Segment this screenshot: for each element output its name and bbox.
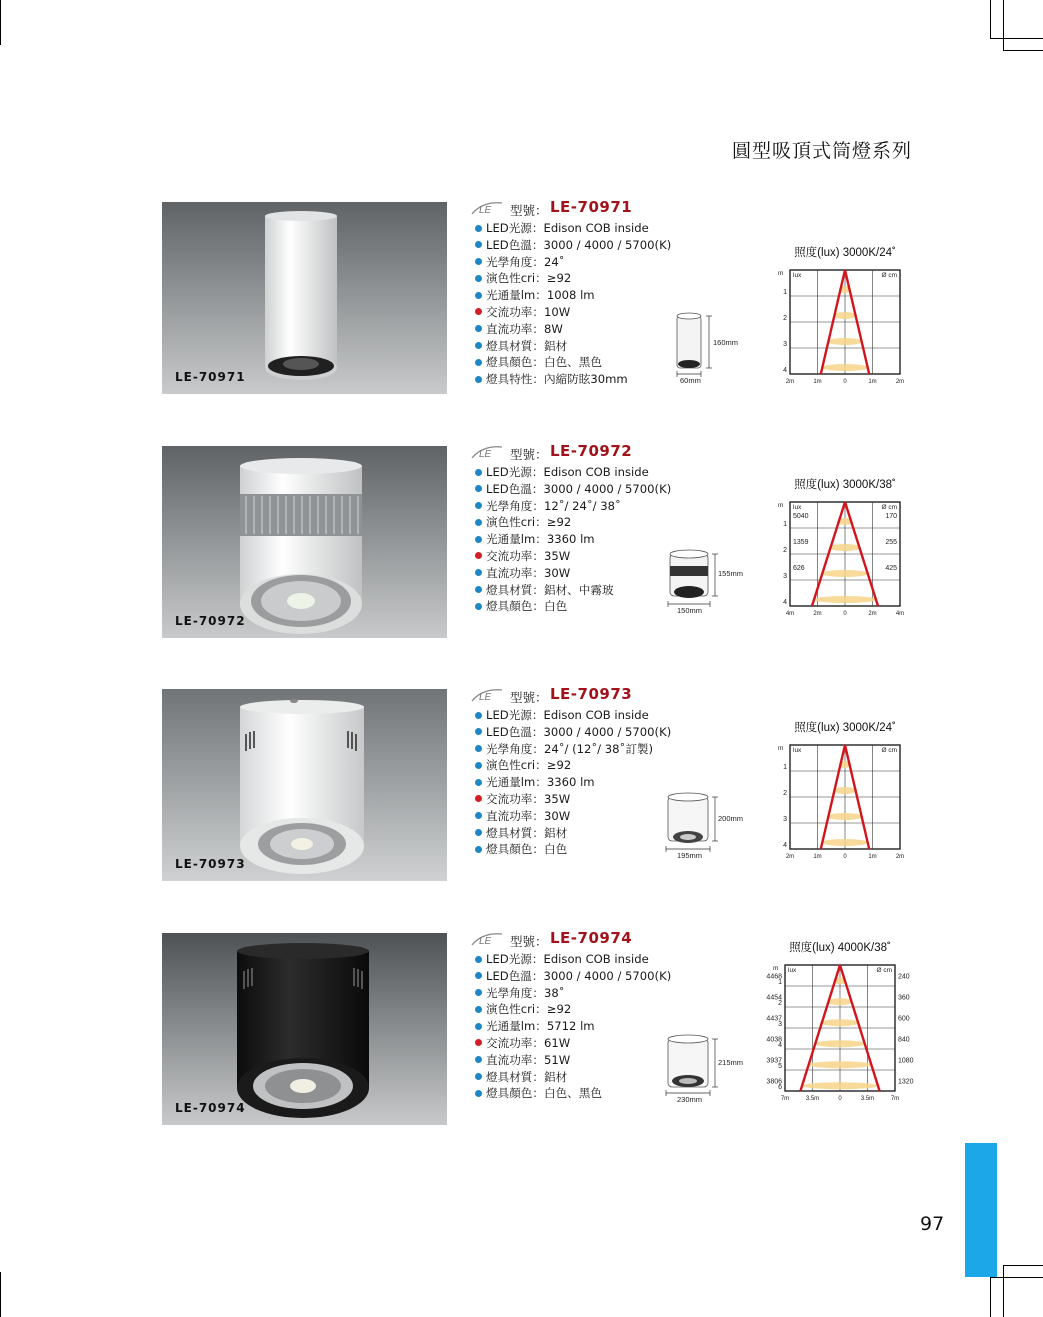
chart-x-tick: 7m	[780, 1096, 790, 1102]
chart-title: 照度(lux) 3000K/24˚	[794, 247, 896, 259]
model-heading	[468, 685, 688, 707]
chart-y-tick: 2	[783, 790, 787, 797]
chart-y-tick: 2	[783, 547, 787, 554]
svg-text:LE: LE	[479, 936, 492, 947]
chapter-tab	[965, 1143, 997, 1277]
chart-beam-band	[822, 839, 868, 846]
chart-diameter-value: 255	[885, 539, 897, 546]
le-logo-icon	[470, 200, 504, 216]
bullet-icon	[475, 586, 482, 593]
photometric-chart	[760, 472, 920, 622]
chart-unit-label: m	[778, 745, 784, 752]
model-number: LE-70974	[550, 929, 633, 947]
spec-item: LED光源：Edison COB inside	[468, 707, 688, 724]
spec-item: 光學角度：24˚	[468, 254, 688, 271]
spec-item: LED光源：Edison COB inside	[468, 951, 688, 968]
model-label: 型號：	[510, 690, 548, 705]
spec-item: LED光源：Edison COB inside	[468, 464, 688, 481]
crop-mark	[1003, 1265, 1043, 1266]
chart-y-tick: 5	[778, 1063, 782, 1070]
chart-column-header: Ø cm	[876, 967, 892, 974]
chart-beam-band	[834, 312, 857, 319]
chart-beam-band	[828, 813, 862, 820]
bullet-icon	[475, 795, 482, 802]
chart-beam-band	[834, 787, 857, 794]
bullet-icon	[475, 519, 482, 526]
spec-item: 燈具材質：鋁材	[468, 1069, 688, 1086]
bullet-icon	[475, 1056, 482, 1063]
chart-x-tick: 0	[843, 379, 847, 385]
spec-item: 光通量lm：3360 lm	[468, 531, 688, 548]
bullet-icon	[475, 258, 482, 265]
crop-mark	[990, 0, 991, 38]
product-photo-label: LE-70972	[175, 614, 246, 628]
spec-item: 直流功率：51W	[468, 1052, 688, 1069]
chart-y-tick: 1	[783, 289, 787, 296]
bullet-icon	[475, 745, 482, 752]
crop-mark	[990, 1277, 991, 1317]
le-logo-icon	[470, 687, 504, 703]
bullet-icon	[475, 812, 482, 819]
chart-lux-value: 3937	[766, 1057, 782, 1065]
product-photo	[162, 202, 447, 394]
bullet-icon	[475, 241, 482, 248]
chart-x-tick: 2m	[868, 611, 877, 617]
bullet-icon	[475, 956, 482, 963]
chart-column-header: lux	[788, 967, 797, 974]
chart-x-tick: 2m	[813, 611, 822, 617]
product-photo-label: LE-70971	[175, 370, 246, 384]
chart-beam-band	[802, 1082, 877, 1089]
bullet-icon	[475, 502, 482, 509]
chart-column-header: Ø cm	[881, 272, 897, 279]
chart-x-tick: 0	[838, 1096, 842, 1102]
photometric-chart	[755, 935, 920, 1107]
dimension-drawing	[660, 787, 755, 867]
chart-diameter-value: 425	[885, 565, 897, 572]
dimension-height: 155mm	[718, 569, 744, 578]
chart-x-tick: 0	[843, 854, 847, 860]
bullet-icon	[475, 225, 482, 232]
bullet-icon	[475, 292, 482, 299]
crop-mark	[0, 0, 1, 45]
chart-lux-value: 3806	[766, 1078, 782, 1086]
chart-beam-band	[827, 998, 852, 1005]
chart-diameter-value: 600	[898, 1015, 910, 1023]
dimension-height: 160mm	[713, 338, 739, 347]
bullet-icon	[475, 846, 482, 853]
spec-item: 光學角度：12˚/ 24˚/ 38˚	[468, 498, 688, 515]
dimension-height: 200mm	[718, 814, 744, 823]
chart-x-tick: 2m	[895, 854, 905, 860]
model-heading	[468, 929, 688, 951]
chart-y-tick: 4	[778, 1042, 782, 1049]
model-label: 型號：	[510, 934, 548, 949]
dimension-drawing	[660, 1029, 755, 1109]
chart-y-tick: 2	[783, 315, 787, 322]
svg-text:LE: LE	[479, 449, 492, 460]
bullet-icon	[475, 275, 482, 282]
chart-lux-value: 4437	[766, 1015, 782, 1023]
chart-y-tick: 1	[778, 979, 782, 986]
bullet-icon	[475, 485, 482, 492]
dimension-height: 215mm	[718, 1058, 744, 1067]
chart-y-tick: 3	[778, 1021, 782, 1028]
chart-y-tick: 1	[783, 521, 787, 528]
product-section	[0, 929, 1043, 1143]
spec-item: 燈具顏色：白色	[468, 841, 688, 858]
spec-item: 光通量lm：5712 lm	[468, 1018, 688, 1035]
bullet-icon	[475, 536, 482, 543]
chart-column-header: lux	[793, 504, 802, 511]
chart-unit-label: m	[778, 502, 784, 509]
chart-title: 照度(lux) 4000K/38˚	[789, 942, 891, 954]
chart-lux-value: 1359	[793, 539, 809, 546]
chart-y-tick: 2	[778, 1000, 782, 1007]
spec-item: 燈具材質：鋁材	[468, 338, 688, 355]
spec-item: 光學角度：24˚/ (12˚/ 38˚訂製)	[468, 741, 688, 758]
chart-beam-band	[829, 544, 860, 551]
bullet-icon	[475, 376, 482, 383]
chart-y-tick: 4	[783, 842, 787, 849]
bullet-icon	[475, 1090, 482, 1097]
model-heading	[468, 442, 688, 464]
spec-list	[468, 198, 688, 388]
bullet-icon	[475, 1039, 482, 1046]
crop-mark	[990, 38, 1043, 39]
chart-column-header: Ø cm	[881, 747, 897, 754]
chart-beam-band	[814, 596, 877, 603]
product-photo	[162, 933, 447, 1125]
spec-item: 演色性cri：≥92	[468, 757, 688, 774]
spec-item: 演色性cri：≥92	[468, 514, 688, 531]
bullet-icon	[475, 762, 482, 769]
spec-item: 燈具材質：鋁材、中霧玻	[468, 582, 688, 599]
svg-text:LE: LE	[479, 692, 492, 703]
model-heading	[468, 198, 688, 220]
chart-lux-value: 5040	[793, 513, 809, 520]
bullet-icon	[475, 325, 482, 332]
model-number: LE-70972	[550, 442, 633, 460]
chart-beam-band	[828, 338, 862, 345]
spec-item: 演色性cri：≥92	[468, 1001, 688, 1018]
spec-item: 光通量lm：3360 lm	[468, 774, 688, 791]
chart-title: 照度(lux) 3000K/38˚	[794, 479, 896, 491]
product-photo	[162, 446, 447, 638]
chart-x-tick: 1m	[868, 379, 877, 385]
bullet-icon	[475, 1006, 482, 1013]
bullet-icon	[475, 1073, 482, 1080]
chart-x-tick: 2m	[785, 379, 795, 385]
chart-lux-value: 4038	[766, 1036, 782, 1044]
le-logo-icon	[470, 444, 504, 460]
spec-list	[468, 929, 688, 1102]
spec-item: 燈具特性：內縮防眩30mm	[468, 371, 688, 388]
dimension-width: 150mm	[677, 606, 703, 615]
product-photo	[162, 689, 447, 881]
bullet-icon	[475, 1023, 482, 1030]
crop-mark	[1003, 0, 1004, 50]
bullet-icon	[475, 712, 482, 719]
chart-diameter-value: 360	[898, 994, 910, 1002]
spec-item: 演色性cri：≥92	[468, 270, 688, 287]
spec-item: 直流功率：30W	[468, 565, 688, 582]
chart-unit-label: m	[778, 270, 784, 277]
bullet-icon	[475, 728, 482, 735]
downlight-image	[162, 446, 447, 638]
chart-diameter-value: 170	[885, 513, 897, 520]
chart-diameter-value: 1080	[898, 1057, 914, 1065]
downlight-image	[162, 202, 447, 394]
bullet-icon	[475, 308, 482, 315]
chart-x-tick: 0	[843, 611, 847, 617]
chart-x-tick: 3.5m	[805, 1096, 820, 1102]
crop-mark	[990, 1277, 1043, 1278]
model-number: LE-70973	[550, 685, 633, 703]
chart-diameter-value: 240	[898, 973, 910, 981]
le-logo-icon	[470, 931, 504, 947]
chart-diameter-value: 1320	[898, 1078, 914, 1086]
spec-item: 直流功率：30W	[468, 808, 688, 825]
chart-beam-band	[809, 1061, 872, 1068]
dimension-width: 230mm	[677, 1095, 703, 1104]
downlight-image	[162, 933, 447, 1125]
chart-y-tick: 3	[783, 341, 787, 348]
spec-item: LED色溫：3000 / 4000 / 5700(K)	[468, 481, 688, 498]
chart-y-tick: 3	[783, 816, 787, 823]
spec-list	[468, 442, 688, 615]
bullet-icon	[475, 779, 482, 786]
chart-lux-value: 4468	[766, 973, 782, 981]
spec-item: 交流功率：35W	[468, 791, 688, 808]
dimension-drawing	[660, 544, 755, 624]
bullet-icon	[475, 989, 482, 996]
spec-item: LED色溫：3000 / 4000 / 5700(K)	[468, 724, 688, 741]
chart-y-tick: 4	[783, 599, 787, 606]
spec-item: 交流功率：10W	[468, 304, 688, 321]
photometric-chart	[760, 715, 920, 865]
bullet-icon	[475, 552, 482, 559]
product-photo-label: LE-70973	[175, 857, 246, 871]
chart-beam-band	[815, 1040, 865, 1047]
chart-beam-band	[822, 364, 868, 371]
chart-x-tick: 1m	[813, 379, 822, 385]
chart-x-tick: 2m	[785, 854, 795, 860]
spec-item: 光通量lm：1008 lm	[468, 287, 688, 304]
chart-beam-band	[821, 1019, 859, 1026]
chart-y-tick: 6	[778, 1084, 782, 1091]
model-label: 型號：	[510, 203, 548, 218]
bullet-icon	[475, 603, 482, 610]
chart-column-header: lux	[793, 747, 802, 754]
bullet-icon	[475, 359, 482, 366]
photometric-chart	[760, 240, 920, 390]
spec-item: LED色溫：3000 / 4000 / 5700(K)	[468, 968, 688, 985]
product-section	[0, 198, 1043, 412]
spec-item: 燈具材質：鋁材	[468, 825, 688, 842]
chart-lux-value: 4454	[766, 994, 782, 1002]
bullet-icon	[475, 569, 482, 576]
chart-x-tick: 3.5m	[860, 1096, 875, 1102]
spec-item: 光學角度：38˚	[468, 985, 688, 1002]
chart-unit-label: m	[773, 965, 779, 972]
spec-item: 燈具顏色：白色、黑色	[468, 354, 688, 371]
spec-item: 燈具顏色：白色、黑色	[468, 1085, 688, 1102]
crop-mark	[0, 1272, 1, 1317]
spec-item: 交流功率：35W	[468, 548, 688, 565]
page-number: 97	[920, 1213, 945, 1235]
chart-x-tick: 1m	[868, 854, 877, 860]
product-section	[0, 685, 1043, 899]
spec-item: LED色溫：3000 / 4000 / 5700(K)	[468, 237, 688, 254]
chart-y-tick: 1	[783, 764, 787, 771]
chart-x-tick: 2m	[895, 379, 905, 385]
chart-y-tick: 3	[783, 573, 787, 580]
chart-column-header: Ø cm	[881, 504, 897, 511]
chart-diameter-value: 840	[898, 1036, 910, 1044]
svg-text:LE: LE	[479, 205, 492, 216]
bullet-icon	[475, 342, 482, 349]
page-title: 圓型吸頂式筒燈系列	[731, 140, 912, 162]
chart-beam-band	[821, 570, 868, 577]
crop-mark	[1003, 1265, 1004, 1317]
product-photo-label: LE-70974	[175, 1101, 246, 1115]
bullet-icon	[475, 972, 482, 979]
bullet-icon	[475, 469, 482, 476]
bullet-icon	[475, 829, 482, 836]
crop-mark	[1003, 50, 1043, 51]
spec-item: LED光源：Edison COB inside	[468, 220, 688, 237]
chart-x-tick: 1m	[813, 854, 822, 860]
chart-lux-value: 626	[793, 565, 805, 572]
dimension-width: 60mm	[680, 376, 701, 385]
downlight-image	[162, 689, 447, 881]
spec-item: 直流功率：8W	[468, 321, 688, 338]
chart-column-header: lux	[793, 272, 802, 279]
model-label: 型號：	[510, 447, 548, 462]
dimension-drawing	[664, 306, 754, 386]
spec-item: 燈具顏色：白色	[468, 598, 688, 615]
chart-x-tick: 7m	[890, 1096, 900, 1102]
chart-y-tick: 4	[783, 367, 787, 374]
model-number: LE-70971	[550, 198, 633, 216]
chart-x-tick: 4m	[785, 611, 795, 617]
spec-item: 交流功率：61W	[468, 1035, 688, 1052]
spec-list	[468, 685, 688, 858]
chart-x-tick: 4m	[895, 611, 905, 617]
dimension-width: 195mm	[677, 851, 703, 860]
chart-title: 照度(lux) 3000K/24˚	[794, 722, 896, 734]
product-section	[0, 442, 1043, 656]
